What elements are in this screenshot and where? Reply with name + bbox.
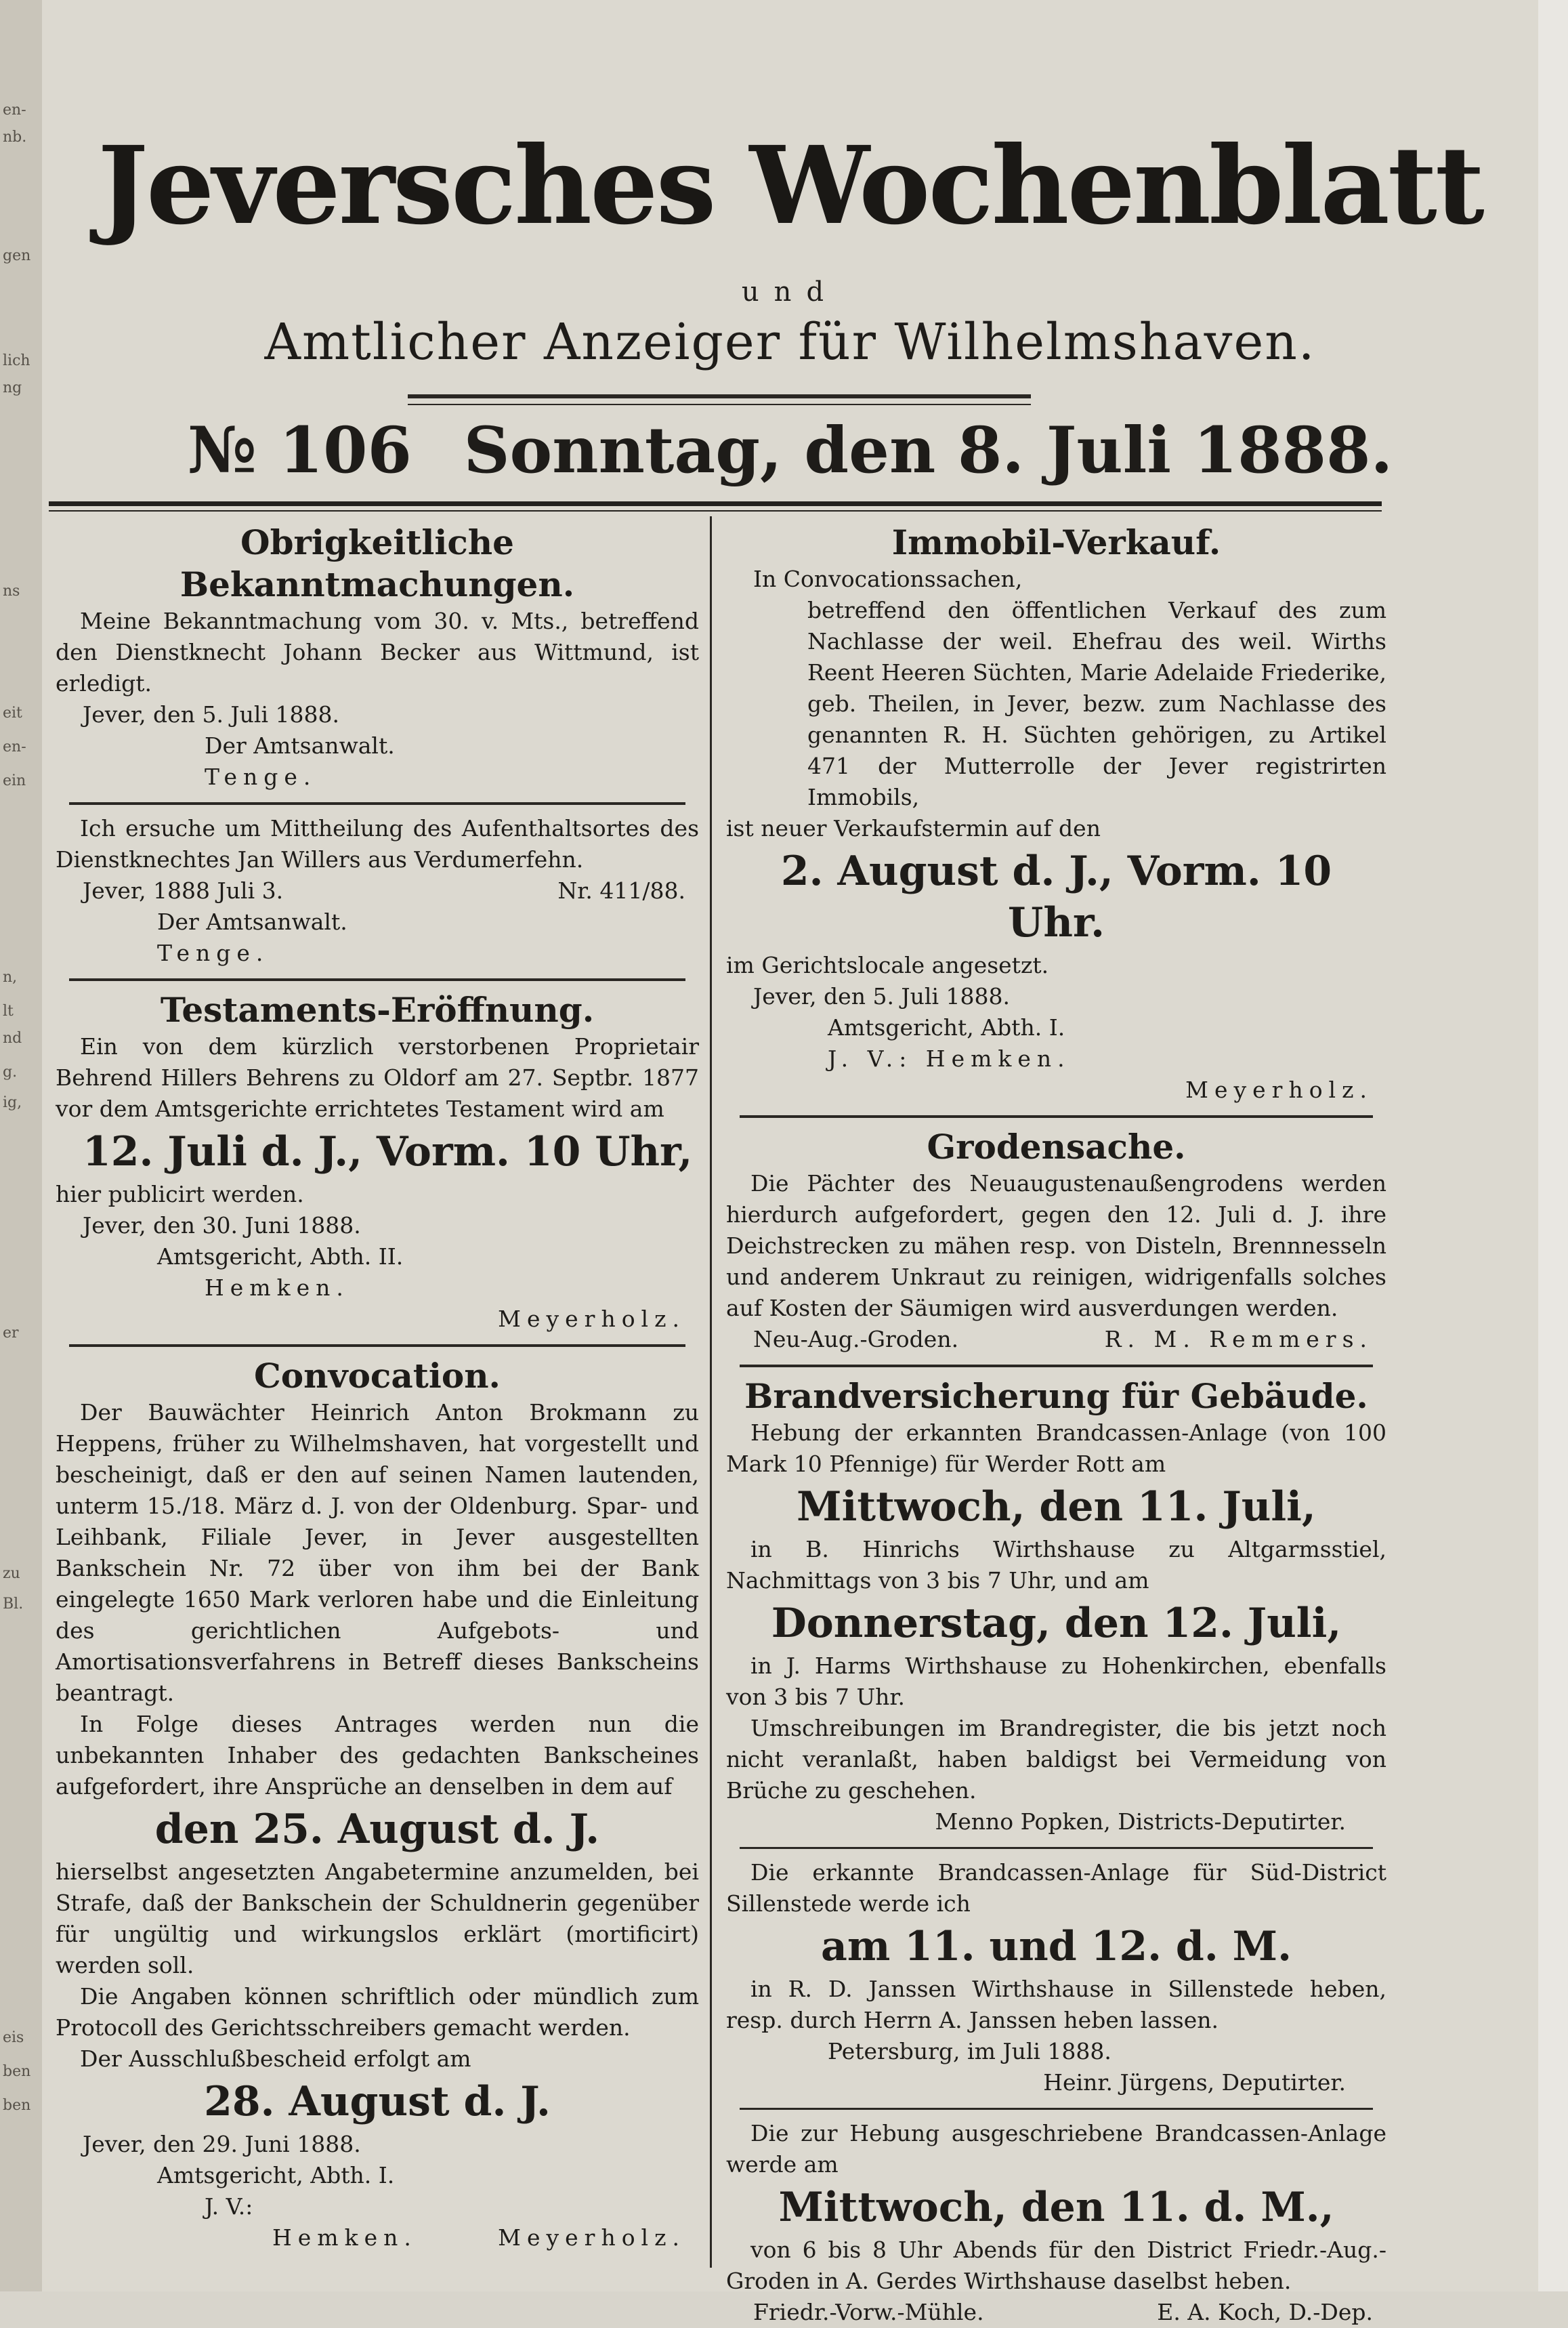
margin-fragment: nd [3, 1030, 22, 1047]
notice-date-emphasis: 28. August d. J. [204, 2078, 551, 2125]
notice-signature-row [56, 2222, 699, 2253]
notice-brandversicherung [726, 1375, 1386, 1837]
notice-place-date: Jever, den 5. Juli 1888. [753, 983, 1010, 1010]
notice-text: von 6 bis 8 Uhr Abends für den District Friedr.-Aug.-Groden in A. Gerdes Wirthshause daselbst heben. [726, 2237, 1386, 2294]
notice-text: im Gerichtslocale angesetzt. [726, 952, 1049, 978]
notice-rule [69, 1344, 685, 1347]
notice-date-emphasis: Mittwoch, den 11. d. M., [778, 2184, 1334, 2231]
margin-fragment: ig, [3, 1094, 22, 1111]
notice-place: Neu-Aug.-Groden. [753, 1326, 959, 1352]
notice-text: hierselbst angesetzten Angabetermine anzumelden, bei Strafe, daß der Bankschein der Schuldnerin gegenüber für ungültig und wirkungslos erklärt (mortificirt) werden soll. [56, 1858, 699, 1978]
right-column [726, 522, 1386, 2328]
notice-office: Der Amtsanwalt. [205, 732, 395, 759]
notice-text: in J. Harms Wirthshause zu Hohenkirchen, ebenfalls von 3 bis 7 Uhr. [726, 1653, 1386, 1710]
header-rule [49, 501, 1382, 506]
margin-fragment: zu [3, 1565, 20, 1582]
notice-date-emphasis: Mittwoch, den 11. Juli, [797, 1483, 1316, 1531]
notice-text: Der Bauwächter Heinrich Anton Brokmann zu Heppens, früher zu Wilhelmshaven, hat vorgestellt und bescheinigt, daß er den auf seinen Namen lautenden, unterm 15./18. März d. J. von der Oldenburg. Spar- und Leihbank, Filiale Jever, in Jever ausgestellten Bankschein Nr. 72 über von ihm bei der Bank eingelegte 1650 Mark verloren habe und die Einleitung des gerichtlichen Aufgebots- und Amortisationsverfahrens in Betreff dieses Bankscheins beantragt. [56, 1399, 699, 1706]
notice-judge: Hemken. [272, 2224, 417, 2251]
margin-fragment: en- [3, 102, 26, 119]
notice-heading: Obrigkeitliche Bekanntmachungen. [179, 522, 575, 604]
masthead-title: Jeversches Wochenblatt [98, 123, 1483, 249]
notice-text: ist neuer Verkaufstermin auf den [726, 815, 1101, 841]
notice-text: Die zur Hebung ausgeschriebene Brandcassen-Anlage werde am [726, 2120, 1386, 2178]
margin-fragment: ben [3, 2063, 31, 2080]
notice-date-emphasis: 12. Juli d. J., Vorm. 10 Uhr, [83, 1128, 693, 1176]
issue-date: Sonntag, den 8. Juli 1888. [463, 413, 1393, 488]
notice-text: Die erkannte Brandcassen-Anlage für Süd-District Sillenstede werde ich [726, 1859, 1386, 1917]
page-edge [1537, 0, 1568, 2291]
margin-fragment: gen [3, 247, 31, 264]
binding-spine [0, 0, 44, 2291]
notice-signature-row [726, 2297, 1386, 2328]
notice-text: Umschreibungen im Brandregister, die bis jetzt noch nicht veranlaßt, haben baldigst bei Vermeidung von Brüche zu geschehen. [726, 1715, 1386, 1804]
margin-fragment: ein [3, 772, 26, 789]
masthead-rule [408, 404, 1031, 405]
notice-date-row [56, 875, 699, 907]
notice-groden [726, 1126, 1386, 1355]
margin-fragment: ng [3, 379, 22, 396]
margin-fragment: nb. [3, 129, 27, 146]
notice-text: Ein von dem kürzlich verstorbenen Proprietair Behrend Hillers Behrens zu Oldorf am 27. Septbr. 1877 vor dem Amtsgerichte errichtetes Testament wird am [56, 1033, 699, 1122]
notice-date-emphasis: 2. August d. J., Vorm. 10 Uhr. [780, 848, 1332, 947]
notice-text: betreffend den öffentlichen Verkauf des zum Nachlasse der weil. Ehefrau des weil. Wirths Reent Heeren Süchten, Marie Adelaide Friederike, geb. Theilen, in Jever, bezw. zum Nachlasse des genannten R. H. Süchten gehörigen, zu Artikel 471 der Mutterrolle der Jever registrirten Immobils, [807, 597, 1386, 810]
notice-signature: Tenge. [157, 940, 270, 966]
notice-place-date: Jever, den 5. Juli 1888. [83, 701, 339, 728]
notice-signature: Tenge. [205, 764, 317, 790]
notice-text: Meine Bekanntmachung vom 30. v. Mts., betreffend den Dienstknecht Johann Becker aus Wittmund, ist erledigt. [56, 608, 699, 697]
notice-testament [56, 989, 699, 1335]
margin-fragment: Bl. [3, 1596, 24, 1613]
notice-signature: R. M. Remmers. [1104, 1326, 1373, 1352]
notice-text: in R. D. Janssen Wirthshause in Sillenstede heben, resp. durch Herrn A. Janssen heben lassen. [726, 1976, 1386, 2033]
notice-rule [740, 1115, 1373, 1118]
notice-text: In Folge dieses Antrages werden nun die unbekannten Inhaber des gedachten Bankscheines aufgefordert, ihre Ansprüche an denselben in dem auf [56, 1711, 699, 1800]
notice-rule [69, 802, 685, 805]
notice-signature: Heinr. Jürgens, Deputirter. [1043, 2069, 1346, 2096]
margin-fragment: eit [3, 705, 22, 722]
notice-signature: Menno Popken, Districts-Deputirter. [935, 1808, 1346, 1835]
notice-friedr-aug-groden [726, 2118, 1386, 2328]
margin-fragment: ns [3, 583, 20, 600]
notice-office: Der Amtsanwalt. [157, 909, 347, 935]
notice-immobil [726, 522, 1386, 1106]
notice-text: Die Pächter des Neuaugustenaußengrodens werden hierdurch aufgefordert, gegen den 12. Juli d. J. ihre Deichstrecken zu mähen resp. von Disteln, Brennnesseln und anderem Unkraut zu reinigen, widrigenfalls solches auf Kosten der Säumigen wird ausverdungen werden. [726, 1170, 1386, 1321]
margin-fragment: ben [3, 2097, 31, 2114]
notice-iv: J. V.: [205, 2193, 253, 2220]
column-divider [710, 516, 712, 2268]
notice-text: in B. Hinrichs Wirthshause zu Altgarmsstiel, Nachmittags von 3 bis 7 Uhr, und am [726, 1536, 1386, 1594]
notice-rule [740, 1847, 1373, 1849]
margin-fragment: n, [3, 969, 18, 986]
notice-intro: In Convocationssachen, [753, 566, 1023, 592]
notice-text: Der Ausschlußbescheid erfolgt am [80, 2045, 471, 2072]
notice-court: Amtsgericht, Abth. I. [157, 2162, 395, 2188]
margin-fragment: lich [3, 352, 30, 369]
header-rule [49, 510, 1382, 512]
notice-convocation [56, 1355, 699, 2253]
notice-signature-row [726, 1324, 1386, 1355]
notice-date-emphasis: Donnerstag, den 12. Juli, [771, 1600, 1342, 1647]
notice-judge: Hemken. [205, 1274, 349, 1301]
notice-judge: J. V.: Hemken. [828, 1045, 1071, 1072]
masthead-rule [408, 394, 1031, 398]
notice-text: Die Angaben können schriftlich oder mündlich zum Protocoll des Gerichtsschreibers gemacht werden. [56, 1983, 699, 2041]
left-column [56, 522, 699, 2253]
notice-date-emphasis: am 11. und 12. d. M. [821, 1923, 1292, 1970]
issue-number: № 106 [187, 413, 412, 488]
margin-fragment: g. [3, 1064, 18, 1081]
notice-text: hier publicirt werden. [56, 1181, 304, 1207]
notice-text: Ich ersuche um Mittheilung des Aufenthaltsortes des Dienstknechtes Jan Willers aus Verdumerfehn. [56, 815, 699, 873]
margin-fragment: eis [3, 2029, 24, 2046]
notice-heading: Testaments-Eröffnung. [160, 990, 595, 1030]
notice-place-date: Petersburg, im Juli 1888. [828, 2038, 1111, 2064]
notice-rule [740, 1365, 1373, 1367]
masthead-und: und [741, 276, 839, 308]
margin-fragment: er [3, 1325, 19, 1342]
notice-heading: Immobil-Verkauf. [891, 522, 1221, 562]
notice-place-date: Jever, den 29. Juni 1888. [83, 2131, 361, 2157]
notice-bekanntmachungen [56, 522, 699, 793]
notice-text: Hebung der erkannten Brandcassen-Anlage (von 100 Mark 10 Pfennige) für Werder Rott am [726, 1419, 1386, 1477]
notice-court: Amtsgericht, Abth. II. [157, 1243, 404, 1270]
notice-aufenthalt [56, 813, 699, 969]
notice-rule [740, 2108, 1373, 2110]
notice-heading: Brandversicherung für Gebäude. [744, 1376, 1368, 1416]
notice-clerk: Meyerholz. [498, 1306, 685, 1332]
notice-date-emphasis: den 25. August d. J. [154, 1806, 600, 1853]
issue-line [42, 413, 1538, 488]
notice-clerk: Meyerholz. [1185, 1077, 1373, 1103]
margin-fragment: lt [3, 1003, 14, 1020]
notice-rule [69, 978, 685, 981]
notice-place-date: Jever, 1888 Juli 3. [83, 877, 284, 904]
margin-fragment: en- [3, 739, 26, 755]
masthead-subtitle: Amtlicher Anzeiger für Wilhelmshaven. [264, 313, 1316, 371]
notice-signature: E. A. Koch, D.-Dep. [1157, 2299, 1373, 2325]
notice-clerk: Meyerholz. [498, 2224, 685, 2251]
notice-court: Amtsgericht, Abth. I. [828, 1014, 1065, 1041]
newspaper-page [42, 0, 1538, 2325]
notice-reference: Nr. 411/88. [557, 877, 685, 904]
notice-place-date: Jever, den 30. Juni 1888. [83, 1212, 361, 1239]
notice-place: Friedr.-Vorw.-Mühle. [753, 2299, 984, 2325]
notice-heading: Grodensache. [927, 1127, 1186, 1167]
notice-sued-district [726, 1857, 1386, 2098]
notice-heading: Convocation. [254, 1356, 501, 1396]
